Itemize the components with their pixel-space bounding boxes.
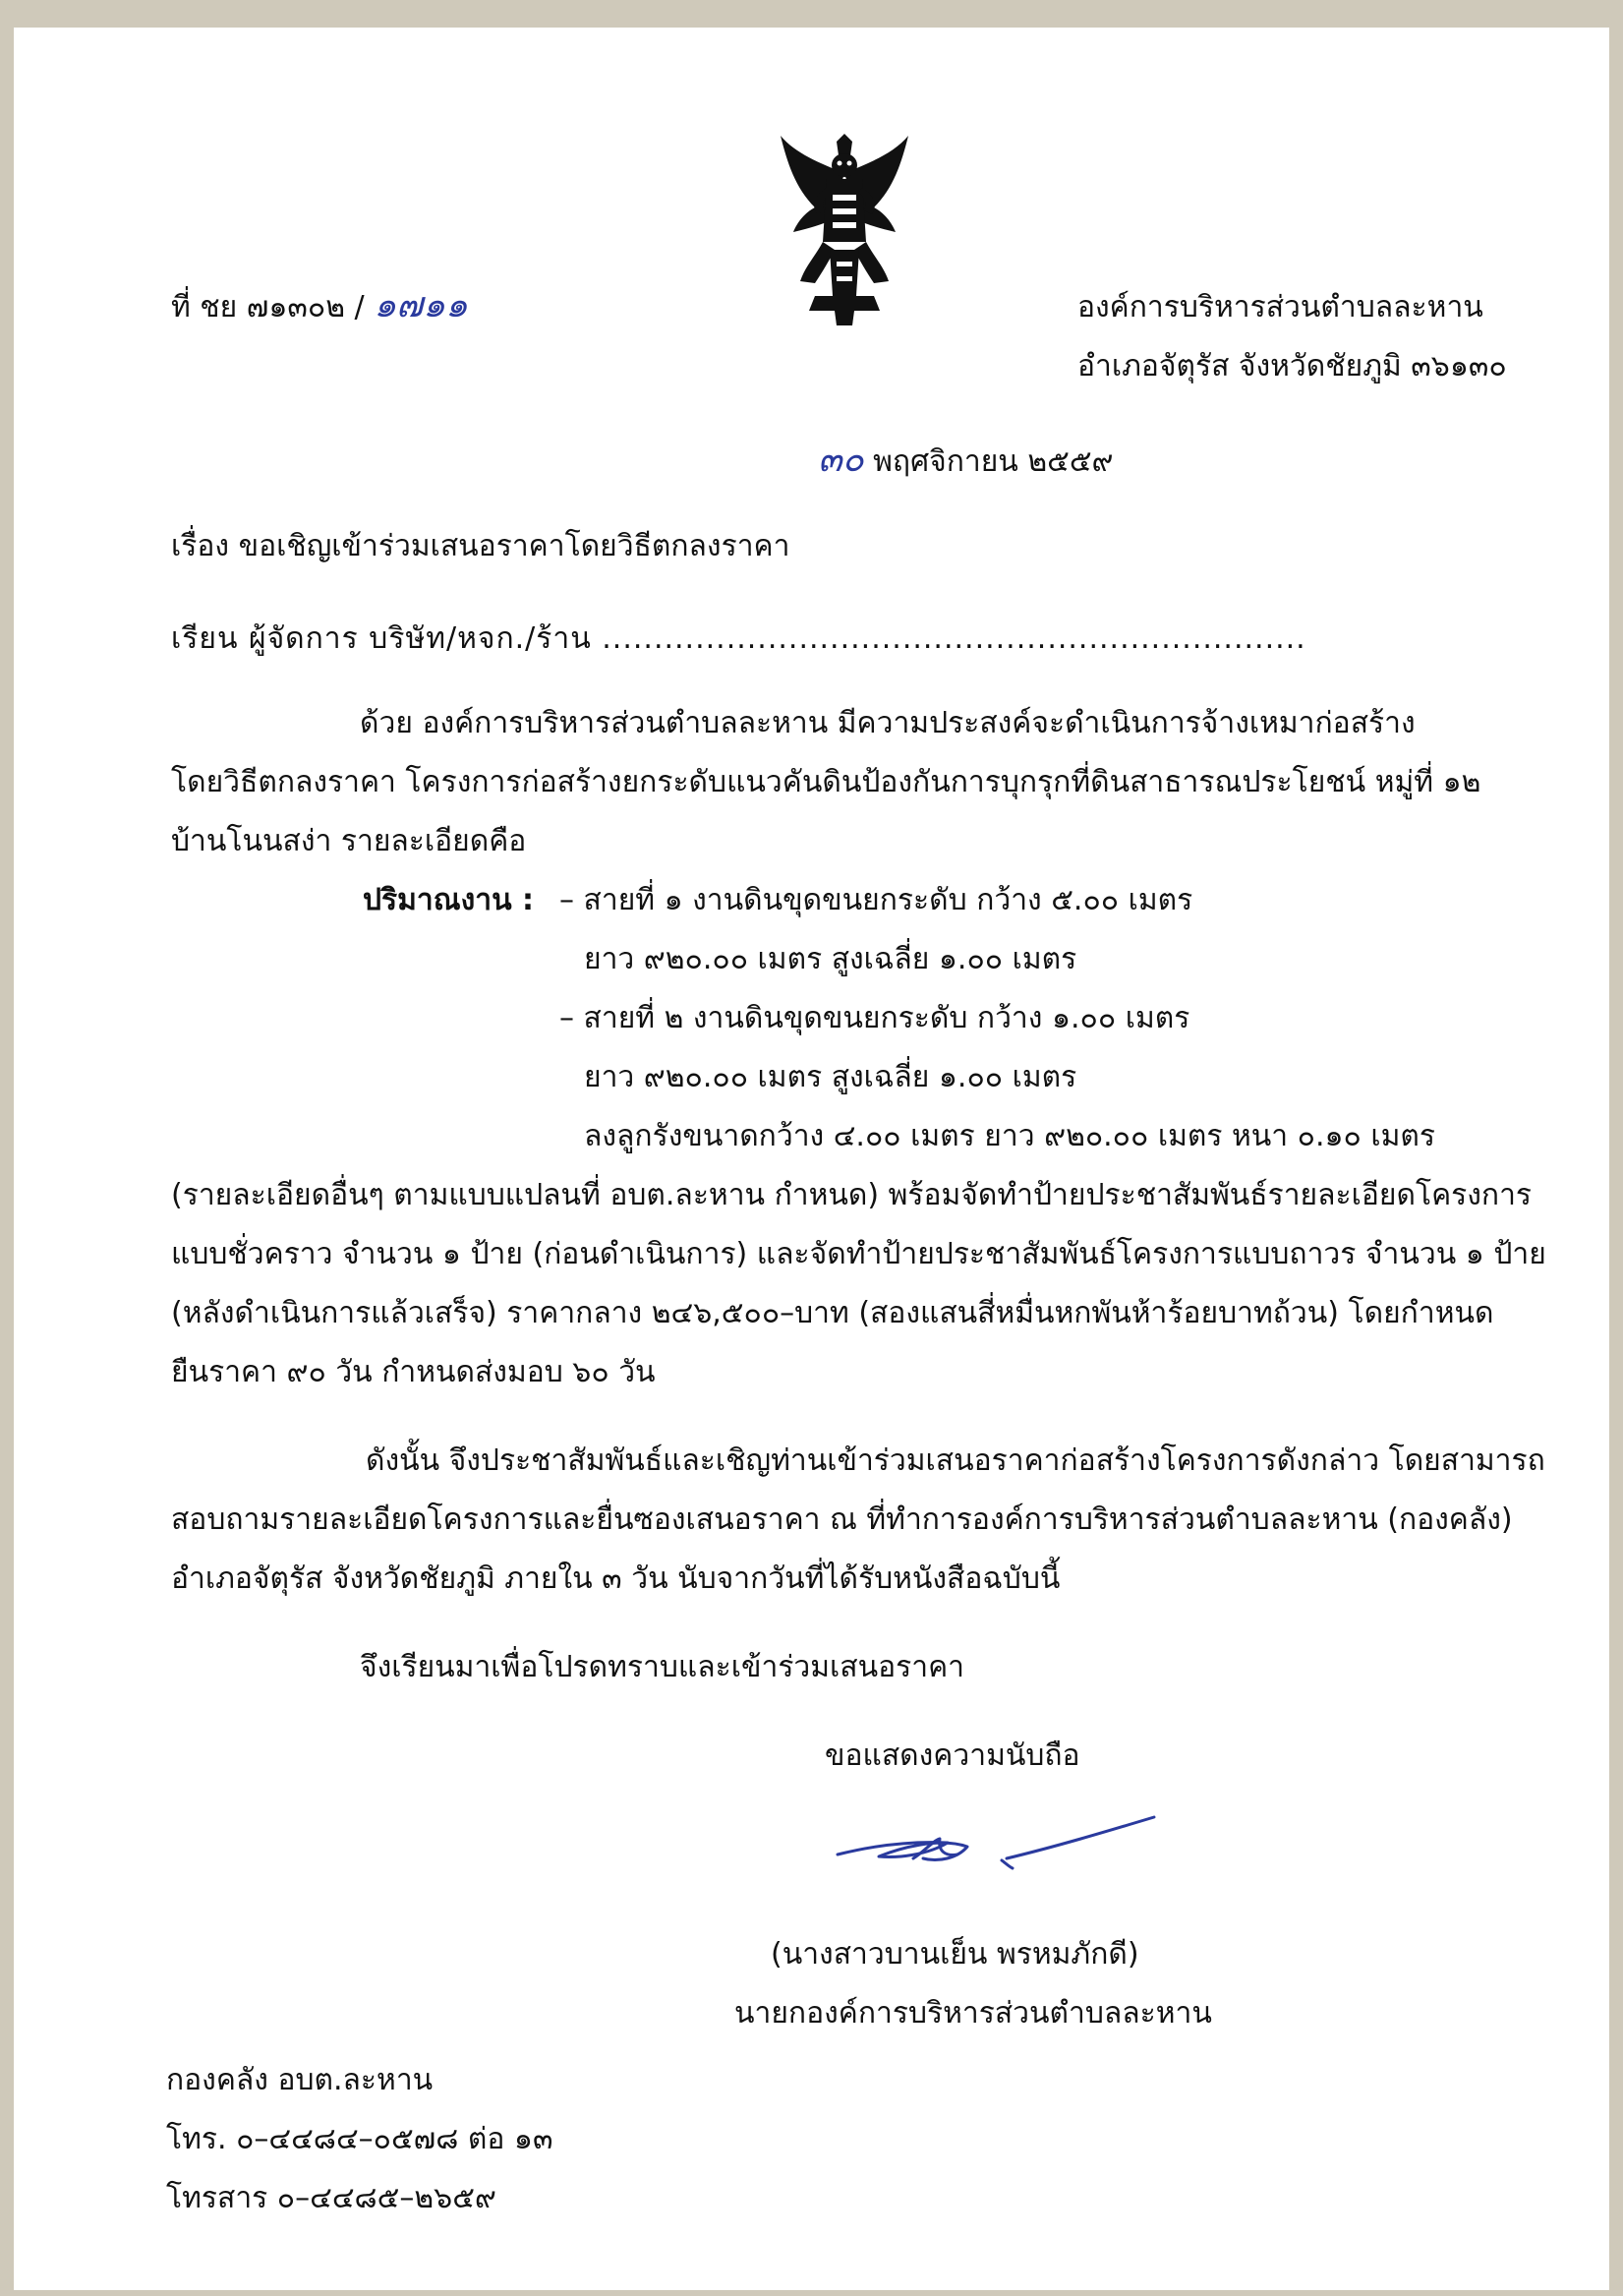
date-month-year: พฤศจิกายน ๒๕๕๙ (873, 444, 1114, 479)
reference-number (171, 286, 468, 327)
signer-title: นายกองค์การบริหารส่วนตำบลละหาน (734, 1996, 1212, 2031)
para1-line3: บ้านโนนสง่า รายละเอียดคือ (171, 824, 527, 858)
footer-department: กองคลัง อบต.ละหาน (166, 2063, 434, 2097)
signer-name: (นางสาวบานเย็น พรหมภักดี) (771, 1937, 1139, 1972)
quantity-label: ปริมาณงาน : (363, 883, 535, 917)
garuda-emblem-icon (776, 134, 913, 325)
para3-line3: อำเภอจัตุรัส จังหวัดชัยภูมิ ภายใน ๓ วัน นับจากวันที่ได้รับหนังสือฉบับนี้ (171, 1561, 1061, 1596)
quantity-line1: – สายที่ ๑ งานดินขุดขนยกระดับ กว้าง ๕.๐๐ เมตร (559, 883, 1193, 917)
subject-line: เรื่อง ขอเชิญเข้าร่วมเสนอราคาโดยวิธีตกลงราคา (171, 529, 790, 563)
para1-line1: ด้วย องค์การบริหารส่วนตำบลละหาน มีความประสงค์จะดำเนินการจ้างเหมาก่อสร้าง (360, 706, 1416, 740)
para3-line1: ดังนั้น จึงประชาสัมพันธ์และเชิญท่านเข้าร่วมเสนอราคาก่อสร้างโครงการดังกล่าว โดยสามารถ (366, 1443, 1545, 1478)
quantity-line2: ยาว ๙๒๐.๐๐ เมตร สูงเฉลี่ย ๑.๐๐ เมตร (584, 942, 1077, 976)
quantity-line4: ยาว ๙๒๐.๐๐ เมตร สูงเฉลี่ย ๑.๐๐ เมตร (584, 1060, 1077, 1094)
reference-handwritten: ๑๗๑๑ (374, 285, 468, 325)
para2-line2: แบบชั่วคราว จำนวน ๑ ป้าย (ก่อนดำเนินการ) และจัดทำป้ายประชาสัมพันธ์โครงการแบบถาวร จำนวน ๑ ป้าย (171, 1237, 1546, 1271)
org-name: องค์การบริหารส่วนตำบลละหาน (1077, 290, 1483, 324)
salutation-line: เรียน ผู้จัดการ บริษัท/หจก./ร้าน .................................................................... (171, 621, 1306, 656)
para3-line2: สอบถามรายละเอียดโครงการและยื่นซองเสนอราคา ณ ที่ทำการองค์การบริหารส่วนตำบลละหาน (กองคลัง) (171, 1502, 1513, 1537)
reference-prefix: ที่ ชย ๗๑๓๐๒ / (171, 290, 365, 324)
org-address: อำเภอจัตุรัส จังหวัดชัยภูมิ ๓๖๑๓๐ (1077, 349, 1507, 383)
para1-line2: โดยวิธีตกลงราคา โครงการก่อสร้างยกระดับแนวคันดินป้องกันการบุกรุกที่ดินสาธารณประโยชน์ หมู่ที่ ๑๒ (171, 765, 1481, 799)
para2-line4: ยืนราคา ๙๐ วัน กำหนดส่งมอบ ๖๐ วัน (171, 1355, 656, 1389)
footer-phone: โทร. ๐–๔๔๘๔–๐๕๗๘ ต่อ ๑๓ (166, 2122, 553, 2156)
quantity-line3: – สายที่ ๒ งานดินขุดขนยกระดับ กว้าง ๑.๐๐ เมตร (559, 1001, 1190, 1035)
letter-date (818, 441, 1114, 482)
footer-fax: โทรสาร ๐–๔๔๘๕–๒๖๕๙ (166, 2181, 496, 2215)
quantity-line5: ลงลูกรังขนาดกว้าง ๔.๐๐ เมตร ยาว ๙๒๐.๐๐ เมตร หนา ๐.๑๐ เมตร (584, 1119, 1436, 1153)
signature-icon (830, 1797, 1164, 1886)
closing-request: จึงเรียนมาเพื่อโปรดทราบและเข้าร่วมเสนอราคา (360, 1650, 965, 1684)
date-day-handwritten: ๓๐ (818, 440, 864, 480)
valediction: ขอแสดงความนับถือ (825, 1738, 1080, 1773)
letter-page (14, 28, 1609, 2290)
para2-line3: (หลังดำเนินการแล้วเสร็จ) ราคากลาง ๒๔๖,๕๐๐–บาท (สองแสนสี่หมื่นหกพันห้าร้อยบาทถ้วน) โดยกำหนด (171, 1296, 1494, 1330)
para2-line1: (รายละเอียดอื่นๆ ตามแบบแปลนที่ อบต.ละหาน กำหนด) พร้อมจัดทำป้ายประชาสัมพันธ์รายละเอียดโครงการ (171, 1178, 1533, 1212)
